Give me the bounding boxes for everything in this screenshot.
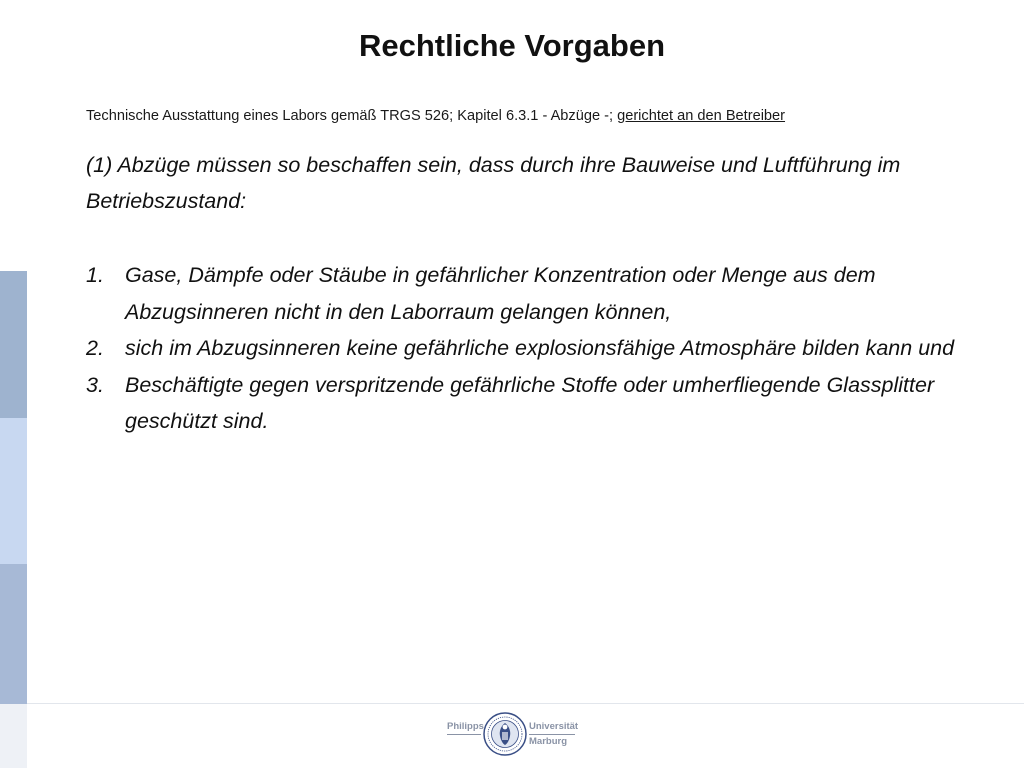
side-accent-bar xyxy=(0,704,27,768)
list-item-text: Gase, Dämpfe oder Stäube in gefährlicher Konzentration oder Menge aus dem Abzugsinneren nicht in den Laborraum gelangen können, xyxy=(125,263,876,324)
slide-subtitle xyxy=(86,108,785,124)
logo-left-text: Philipps xyxy=(447,721,484,732)
logo-right-text-bottom: Marburg xyxy=(529,736,567,747)
university-logo xyxy=(447,711,579,757)
list-item xyxy=(86,367,986,440)
list-item-text: Beschäftigte gegen verspritzende gefährliche Stoffe oder umherfliegende Glassplitter geschützt sind. xyxy=(125,372,935,433)
list-item-number: 3. xyxy=(86,372,104,397)
requirements-list xyxy=(86,257,986,440)
subtitle-underlined-text: gerichtet an den Betreiber xyxy=(617,108,786,124)
university-seal-icon xyxy=(483,712,527,756)
list-item xyxy=(86,330,986,367)
slide-title: Rechtliche Vorgaben xyxy=(358,28,666,63)
subtitle-main-text: Technische Ausstattung eines Labors gemäß TRGS 526; Kapitel 6.3.1 - Abzüge -; xyxy=(86,108,618,124)
side-accent-bar xyxy=(0,418,27,564)
logo-right-text-top: Universität xyxy=(529,721,579,732)
list-item xyxy=(86,257,986,330)
side-accent-bar xyxy=(0,271,27,418)
intro-paragraph: (1) Abzüge müssen so beschaffen sein, dass durch ihre Bauweise und Luftführung im Betriebszustand: xyxy=(86,153,901,213)
logo-rule xyxy=(447,734,481,735)
list-item-number: 1. xyxy=(86,263,104,287)
logo-rule xyxy=(529,734,575,735)
side-accent-bar xyxy=(0,564,27,704)
list-item-number: 2. xyxy=(86,336,104,360)
list-item-text: sich im Abzugsinneren keine gefährliche explosionsfähige Atmosphäre bilden kann und xyxy=(125,336,955,360)
footer-divider xyxy=(27,703,1024,704)
